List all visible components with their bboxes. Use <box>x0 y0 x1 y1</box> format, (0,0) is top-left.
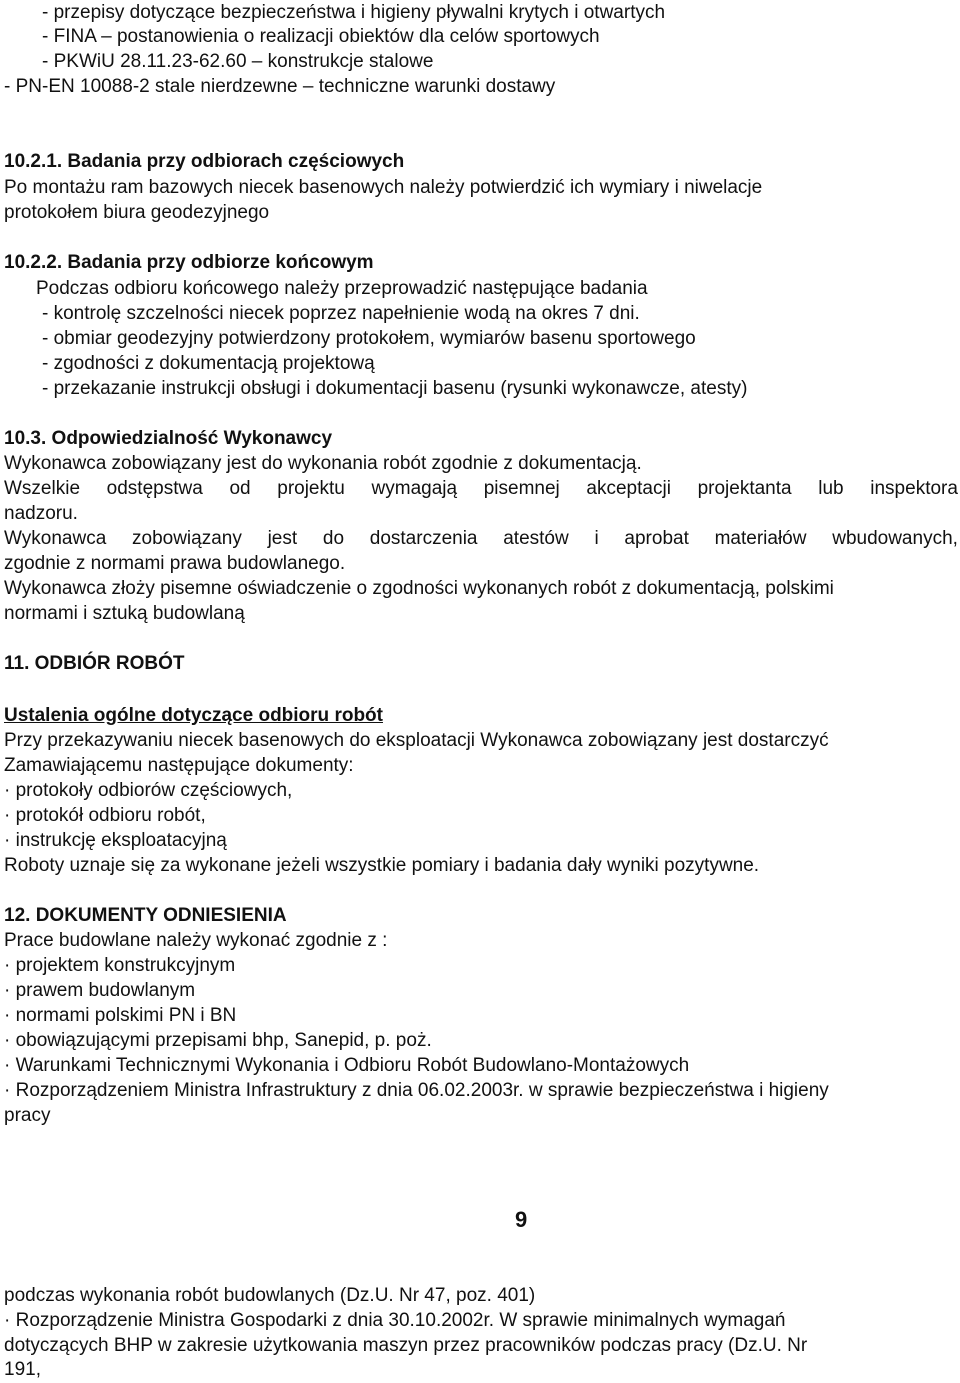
justified-line <box>4 526 958 551</box>
paragraph-line: Wykonawca zobowiązany jest do wykonania robót zgodnie z dokumentacją. <box>4 453 642 474</box>
list-item: · projektem konstrukcyjnym <box>4 955 236 976</box>
justified-line <box>4 476 958 501</box>
word: aprobat <box>624 528 689 549</box>
paragraph-line: protokołem biura geodezyjnego <box>4 202 270 223</box>
word: wbudowanych, <box>832 528 958 549</box>
list-item: · Rozporządzeniem Ministra Infrastruktury z dnia 06.02.2003r. w sprawie bezpieczeństwa i higieny <box>4 1080 829 1101</box>
list-item: - obmiar geodezyjny potwierdzony protokołem, wymiarów basenu sportowego <box>42 328 696 349</box>
intro-item: - PKWiU 28.11.23-62.60 – konstrukcje stalowe <box>42 51 434 72</box>
paragraph-line: zgodnie z normami prawa budowlanego. <box>4 553 346 574</box>
list-item: · protokół odbioru robót, <box>4 805 206 826</box>
paragraph-line: nadzoru. <box>4 503 78 524</box>
list-item: · Warunkami Technicznymi Wykonania i Odbioru Robót Budowlano-Montażowych <box>4 1055 690 1076</box>
paragraph-line: pracy <box>4 1105 51 1126</box>
word: odstępstwa <box>106 478 203 499</box>
list-item: - przekazanie instrukcji obsługi i dokumentacji basenu (rysunki wykonawcze, atesty) <box>42 378 748 399</box>
word: Wykonawca <box>4 528 107 549</box>
section-heading-12: 12. DOKUMENTY ODNIESIENIA <box>4 905 287 926</box>
word: wymagają <box>371 478 458 499</box>
list-item: · protokoły odbiorów częściowych, <box>4 780 293 801</box>
paragraph-line: 191, <box>4 1359 41 1380</box>
word: pisemnej <box>483 478 560 499</box>
word: jest <box>267 528 298 549</box>
word: zobowiązany <box>132 528 242 549</box>
word: materiałów <box>714 528 807 549</box>
word: projektu <box>277 478 345 499</box>
word: akceptacji <box>586 478 671 499</box>
paragraph-line: Prace budowlane należy wykonać zgodnie z : <box>4 930 388 951</box>
section-heading-10-2-1: 10.2.1. Badania przy odbiorach częściowych <box>4 151 405 172</box>
subsection-heading: Ustalenia ogólne dotyczące odbioru robót <box>4 705 383 726</box>
list-item: · obowiązującymi przepisami bhp, Sanepid, p. poż. <box>4 1030 432 1051</box>
word: Wszelkie <box>4 478 81 499</box>
paragraph-line: Roboty uznaje się za wykonane jeżeli wszystkie pomiary i badania dały wyniki pozytywne. <box>4 855 760 876</box>
word: lub <box>818 478 844 499</box>
section-heading-10-3: 10.3. Odpowiedzialność Wykonawcy <box>4 428 333 449</box>
word: projektanta <box>697 478 792 499</box>
list-item: - zgodności z dokumentacją projektową <box>42 353 375 374</box>
list-item: · Rozporządzenie Ministra Gospodarki z dnia 30.10.2002r. W sprawie minimalnych wymagań <box>4 1310 786 1331</box>
paragraph-line: dotyczących BHP w zakresie użytkowania maszyn przez pracowników podczas pracy (Dz.U. Nr <box>4 1335 808 1356</box>
list-item: · normami polskimi PN i BN <box>4 1005 237 1026</box>
section-heading-10-2-2: 10.2.2. Badania przy odbiorze końcowym <box>4 252 374 273</box>
word: dostarczenia <box>369 528 478 549</box>
section-heading-11: 11. ODBIÓR ROBÓT <box>4 653 185 674</box>
word: atestów <box>503 528 569 549</box>
word: i <box>594 528 599 549</box>
intro-item: - FINA – postanowienia o realizacji obiektów dla celów sportowych <box>42 26 600 47</box>
list-item: - kontrolę szczelności niecek poprzez napełnienie wodą na okres 7 dni. <box>42 303 640 324</box>
paragraph-line: Zamawiającemu następujące dokumenty: <box>4 755 354 776</box>
list-item: · prawem budowlanym <box>4 980 196 1001</box>
word: inspektora <box>870 478 958 499</box>
intro-item: - PN-EN 10088-2 stale nierdzewne – techniczne warunki dostawy <box>4 76 556 97</box>
paragraph-line: Przy przekazywaniu niecek basenowych do eksploatacji Wykonawca zobowiązany jest dostarczyć <box>4 730 829 751</box>
word: do <box>322 528 345 549</box>
paragraph-line: Wykonawca złoży pisemne oświadczenie o zgodności wykonanych robót z dokumentacją, polskimi <box>4 578 834 599</box>
intro-item: - przepisy dotyczące bezpieczeństwa i higieny pływalni krytych i otwartych <box>42 2 666 23</box>
list-item: · instrukcję eksploatacyjną <box>4 830 227 851</box>
word: od <box>229 478 251 499</box>
paragraph-line: normami i sztuką budowlaną <box>4 603 245 624</box>
page-number: 9 <box>515 1207 528 1232</box>
paragraph-line: Po montażu ram bazowych niecek basenowych należy potwierdzić ich wymiary i niwelacje <box>4 177 763 198</box>
paragraph-line: podczas wykonania robót budowlanych (Dz.U. Nr 47, poz. 401) <box>4 1285 536 1306</box>
paragraph-line: Podczas odbioru końcowego należy przeprowadzić następujące badania <box>36 278 648 299</box>
